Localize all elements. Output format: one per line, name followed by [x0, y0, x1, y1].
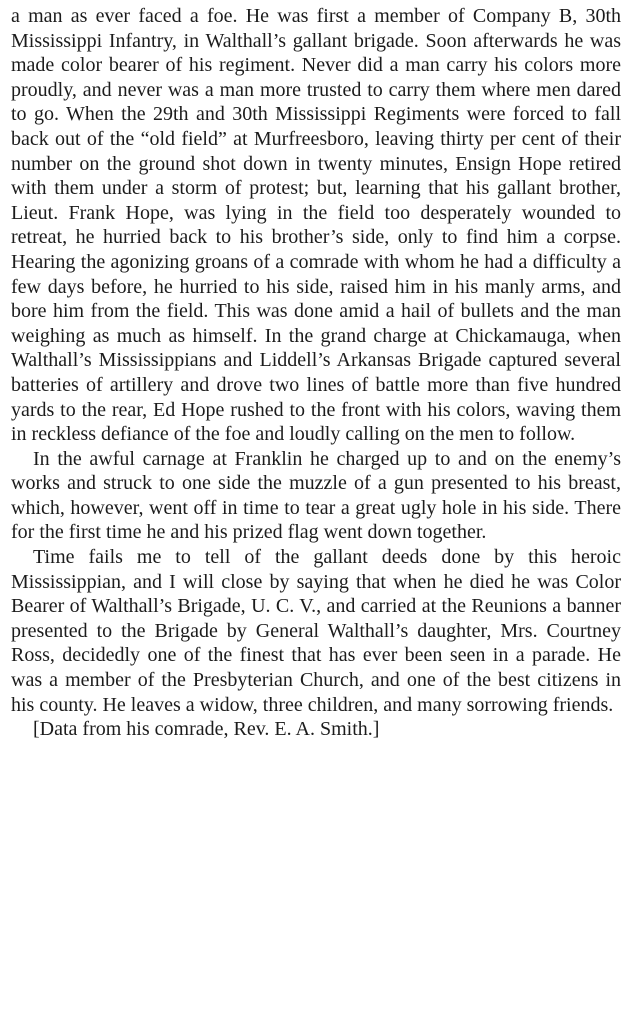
paragraph-franklin: In the awful carnage at Franklin he charged up to and on the enemy’s works and struck to one side the muzzle of a gun presented to his breast, which, however, went off in time to tear a great ugly hole in his side. There for the first time he and his prized flag went down together.	[11, 447, 621, 544]
paragraph-continued: a man as ever faced a foe. He was first a member of Company B, 30th Mississippi Infantry, in Walthall’s gallant brigade. Soon afterwards he was made color bearer of his regiment. Never did a man carry his colors more proudly, and never was a man more trusted to carry them where men dared to go. When the 29th and 30th Mississippi Regiments were forced to fall back out of the “old field” at Murfreesboro, leaving thirty per cent of their number on the ground shot down in twenty minutes, Ensign Hope retired with them under a storm of protest; but, learning that his gallant brother, Lieut. Frank Hope, was lying in the field too desperately wounded to retreat, he hurried back to his brother’s side, only to find him a corpse. Hearing the agonizing groans of a comrade with whom he had a difficulty a few days before, he hurried to his side, raised him in his manly arms, and bore him from the field. This was done amid a hail of bullets and the man weighing as much as himself. In the grand charge at Chickamauga, when Walthall’s Mississippians and Liddell’s Arkansas Brigade captured several batteries of artillery and drove two lines of battle more than five hundred yards to the rear, Ed Hope rushed to the front with his colors, waving them in reckless defiance of the foe and loudly calling on the men to follow.	[11, 5, 621, 446]
source-note: [Data from his comrade, Rev. E. A. Smith.]	[33, 718, 380, 741]
article-page	[11, 4, 621, 742]
paragraph-closing: Time fails me to tell of the gallant deeds done by this heroic Mississippian, and I will close by saying that when he died he was Color Bearer of Walthall’s Brigade, U. C. V., and carried at the Reunions a banner presented to the Brigade by General Walthall’s daughter, Mrs. Courtney Ross, decidedly one of the finest that has ever been seen in a parade. He was a member of the Presbyterian Church, and one of the best citizens in his county. He leaves a widow, three children, and many sorrowing friends.	[11, 546, 621, 716]
